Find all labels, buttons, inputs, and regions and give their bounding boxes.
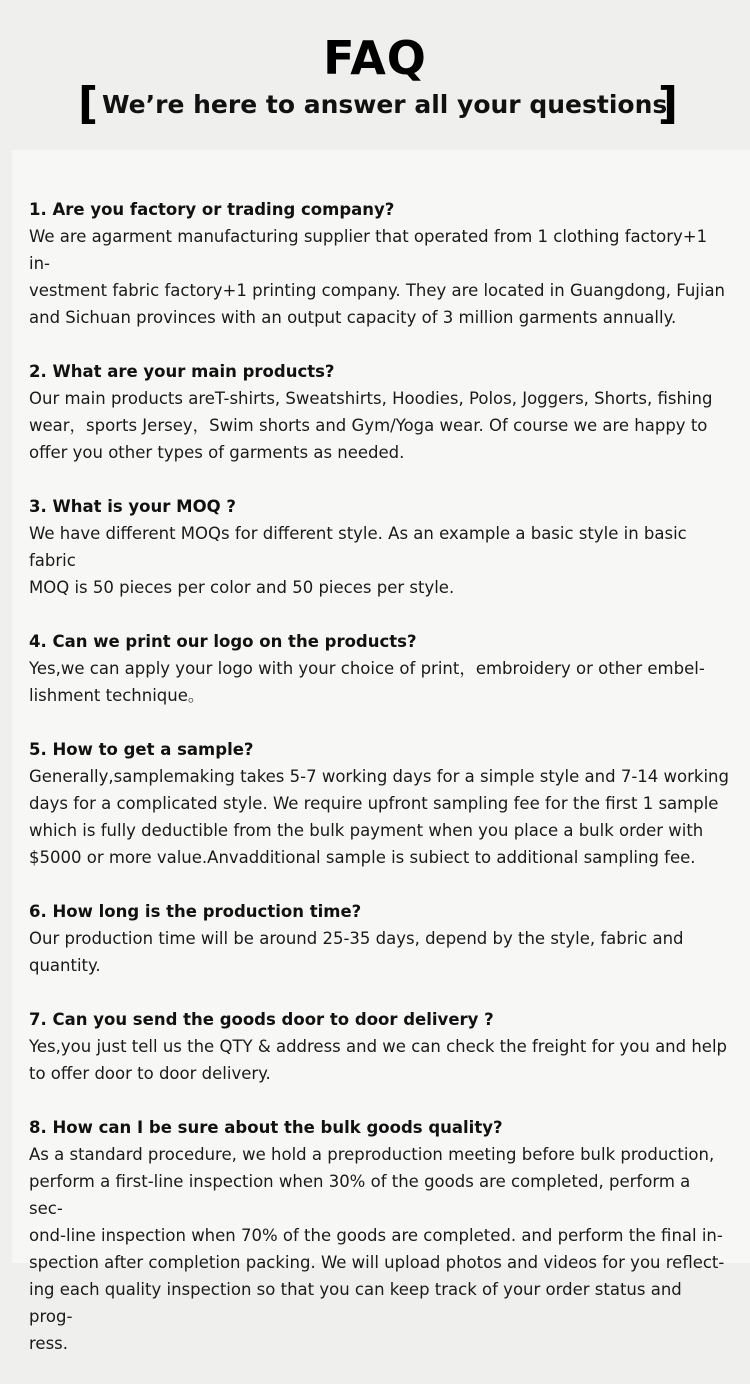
faq-answer-line: Yes,we can apply your logo with your choice of print，embroidery or other embel- [29,659,705,678]
faq-item [29,898,729,979]
faq-question: 6. How long is the production time? [29,902,362,921]
faq-item [29,493,729,601]
faq-question: 5. How to get a sample? [29,740,254,759]
left-bracket: [ [78,78,99,129]
faq-question: 2. What are your main products? [29,362,335,381]
faq-answer-line: to offer door to door delivery. [29,1064,271,1083]
faq-answer-line: ond-line inspection when 70% of the goods are completed. and perform the final in- [29,1226,723,1245]
faq-header [0,0,750,150]
faq-item [29,1006,729,1087]
faq-answer-line: lishment technique。 [29,686,205,705]
faq-answer-line: which is fully deductible from the bulk payment when you place a bulk order with [29,821,704,840]
faq-item [29,736,729,871]
faq-question: 1. Are you factory or trading company? [29,200,395,219]
faq-answer-line: MOQ is 50 pieces per color and 50 pieces per style. [29,578,455,597]
faq-answer-line: quantity. [29,956,101,975]
subtitle-banner [78,80,678,128]
page-subtitle: We’re here to answer all your questions [102,90,668,119]
faq-answer-line: days for a complicated style. We require upfront sampling fee for the first 1 sample [29,794,719,813]
faq-item [29,196,729,331]
faq-answer-line: vestment fabric factory+1 printing company. They are located in Guangdong, Fujian [29,281,726,300]
faq-answer-line: As a standard procedure, we hold a preproduction meeting before bulk production, [29,1145,715,1164]
faq-question: 8. How can I be sure about the bulk goods quality? [29,1118,503,1137]
faq-item [29,358,729,466]
faq-answer-line: offer you other types of garments as needed. [29,443,405,462]
faq-question: 3. What is your MOQ ? [29,497,236,516]
faq-answer-line: We are agarment manufacturing supplier that operated from 1 clothing factory+1 in- [29,227,708,273]
faq-answer-line: Our main products areT-shirts, Sweatshirts, Hoodies, Polos, Joggers, Shorts, fishing [29,389,713,408]
faq-item [29,628,729,709]
faq-answer-line: spection after completion packing. We will upload photos and videos for you reflect- [29,1253,725,1272]
page-title: FAQ [323,31,427,85]
faq-answer-line: Generally,samplemaking takes 5-7 working days for a simple style and 7-14 working [29,767,729,786]
faq-answer-line: Yes,you just tell us the QTY & address and we can check the freight for you and help [29,1037,728,1056]
faq-answer-line: ing each quality inspection so that you can keep track of your order status and prog- [29,1280,682,1326]
faq-answer-line: and Sichuan provinces with an output capacity of 3 million garments annually. [29,308,677,327]
faq-question: 4. Can we print our logo on the products? [29,632,417,651]
right-bracket: ] [657,78,678,129]
faq-list [29,196,729,1384]
faq-answer-line: ress. [29,1334,69,1353]
faq-answer-line: Our production time will be around 25-35 days, depend by the style, fabric and [29,929,684,948]
faq-answer-line: We have different MOQs for different style. As an example a basic style in basic fabric [29,524,687,570]
faq-panel [12,150,750,1353]
faq-answer-line: wear，sports Jersey，Swim shorts and Gym/Yoga wear. Of course we are happy to [29,416,708,435]
faq-question: 7. Can you send the goods door to door delivery ? [29,1010,494,1029]
faq-item [29,1114,729,1357]
faq-answer-line: $5000 or more value.Anvadditional sample is subiect to additional sampling fee. [29,848,696,867]
faq-answer-line: perform a first-line inspection when 30% of the goods are completed, perform a sec- [29,1172,691,1218]
